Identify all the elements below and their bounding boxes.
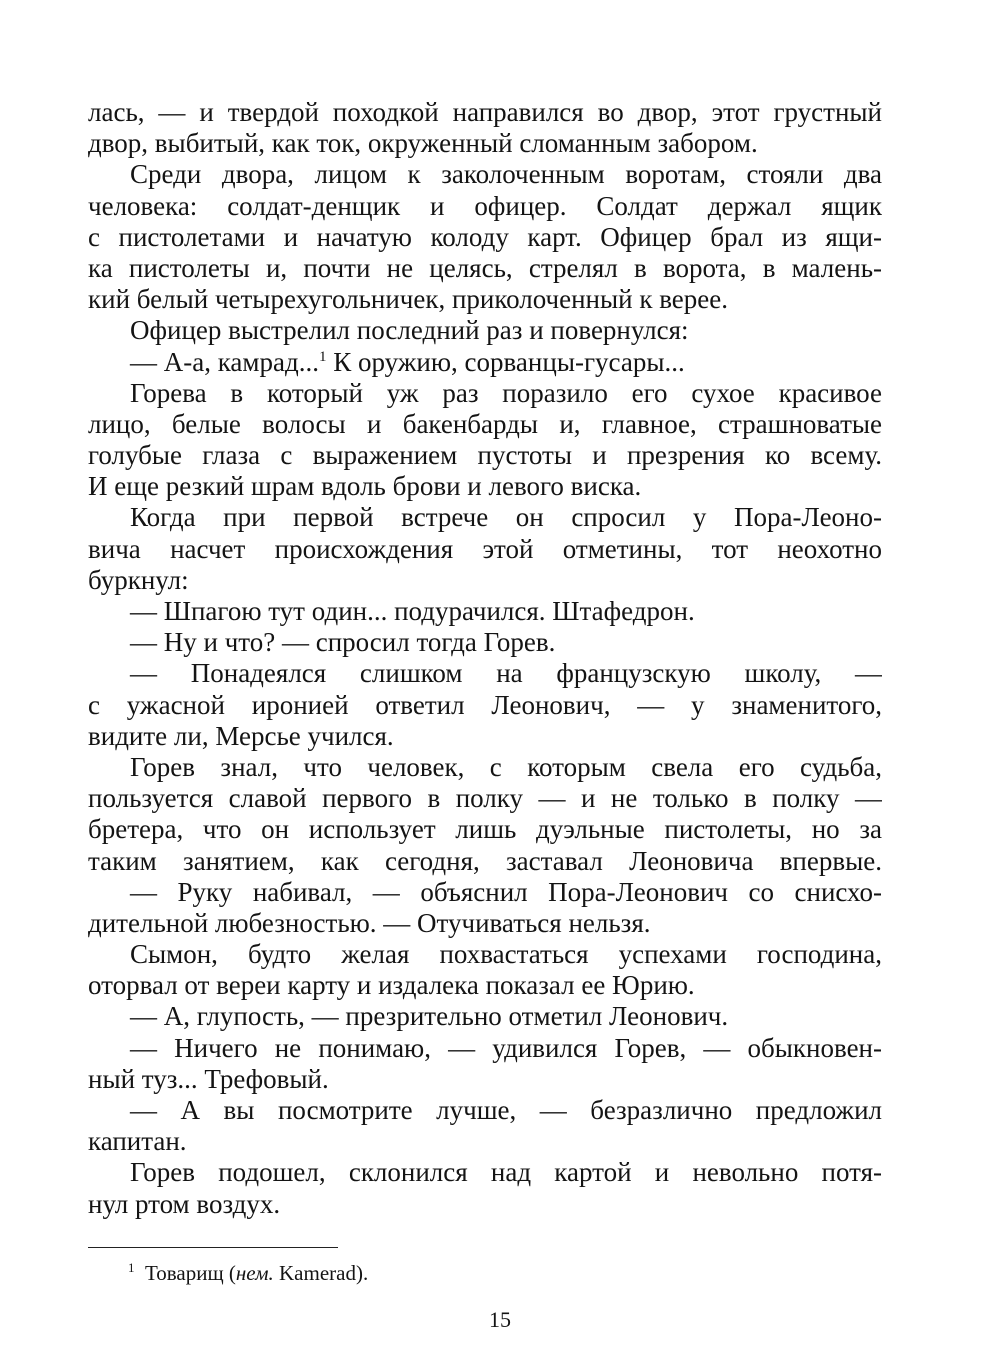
text-line: Среди двора, лицом к заколоченным воротам, стояли два — [130, 159, 882, 190]
footnote — [128, 1259, 368, 1287]
text-line: Когда при первой встрече он спросил у Пора-Леоно- — [130, 502, 882, 533]
footnote-divider — [88, 1247, 338, 1248]
text-line: бретера, что он использует лишь дуэльные пистолеты, но за — [88, 814, 882, 845]
footnote-reference: 1 — [318, 348, 327, 365]
dialogue-text: — А-а, камрад... — [130, 346, 319, 377]
footnote-mark: 1 — [128, 1260, 135, 1275]
text-line: ный туз... Трефовый. — [88, 1063, 329, 1094]
text-line: голубые глаза с выражением пустоты и презрения ко всему. — [88, 440, 882, 471]
text-line: капитан. — [88, 1126, 187, 1157]
footnote-text: Товарищ ( — [145, 1261, 236, 1285]
text-line: Сымон, будто желая похвастаться успехами господина, — [130, 939, 882, 970]
footnote-text-end: Kamerad). — [273, 1261, 369, 1285]
text-line: двор, выбитый, как ток, окруженный сломанным забором. — [88, 128, 758, 159]
text-line: с ужасной иронией ответил Леонович, — у знаменитого, — [88, 689, 882, 720]
text-line: — Шпагою тут один... подурачился. Штафедрон. — [130, 596, 695, 626]
text-line: Горев подошел, склонился над картой и невольно потя- — [130, 1157, 882, 1188]
text-line: — Ничего не понимаю, — удивился Горев, — обыкновен- — [130, 1032, 882, 1063]
text-line: видите ли, Мерсье учился. — [88, 720, 394, 751]
dialogue-text: К оружию, сорванцы-гусары... — [326, 346, 685, 377]
text-line: вича насчет происхождения этой отметины, тот неохотно — [88, 533, 882, 564]
text-line: — А вы посмотрите лучше, — безразлично предложил — [130, 1095, 882, 1125]
text-line: — Понадеялся слишком на французскую школу, — — [130, 658, 882, 689]
text-line: таким занятием, как сегодня, заставал Леоновича впервые. — [88, 845, 882, 876]
text-line: человека: солдат-денщик и офицер. Солдат держал ящик — [88, 190, 882, 221]
text-line: — Ну и что? — спросил тогда Горев. — [130, 627, 556, 658]
text-line: с пистолетами и начатую колоду карт. Офицер брал из ящи- — [88, 221, 882, 252]
text-line: Офицер выстрелил последний раз и повернулся: — [130, 315, 689, 346]
text-line: — Руку набивал, — объяснил Пора-Леонович со снисхо- — [130, 876, 882, 907]
text-line: оторвал от вереи карту и издалека показал ее Юрию. — [88, 970, 695, 1001]
text-line: лась, — и твердой походкой направился во двор, этот грустный — [88, 97, 882, 127]
text-line: Горева в который уж раз поразило его сухое красивое — [130, 377, 882, 408]
text-line: буркнул: — [88, 564, 189, 595]
footnote-abbreviation: нем. — [235, 1261, 274, 1285]
text-line: — А, глупость, — презрительно отметил Леонович. — [130, 1001, 729, 1032]
text-line: И еще резкий шрам вдоль брови и левого виска. — [88, 471, 642, 502]
text-line: ка пистолеты и, почти не целясь, стрелял в ворота, в малень- — [88, 252, 882, 283]
text-line: дительной любезностью. — Отучиваться нельзя. — [88, 907, 651, 938]
text-line: Горев знал, что человек, с которым свела его судьба, — [130, 751, 882, 782]
text-line — [88, 347, 882, 378]
text-line: кий белый четырехугольничек, приколоченный к верее. — [88, 284, 728, 315]
text-line: пользуется славой первого в полку — и не только в полку — — [88, 783, 882, 814]
main-text — [88, 97, 882, 1220]
text-line: нул ртом воздух. — [88, 1188, 281, 1219]
text-line: лицо, белые волосы и бакенбарды и, главное, страшноватые — [88, 408, 882, 439]
page-number: 15 — [489, 1307, 511, 1332]
